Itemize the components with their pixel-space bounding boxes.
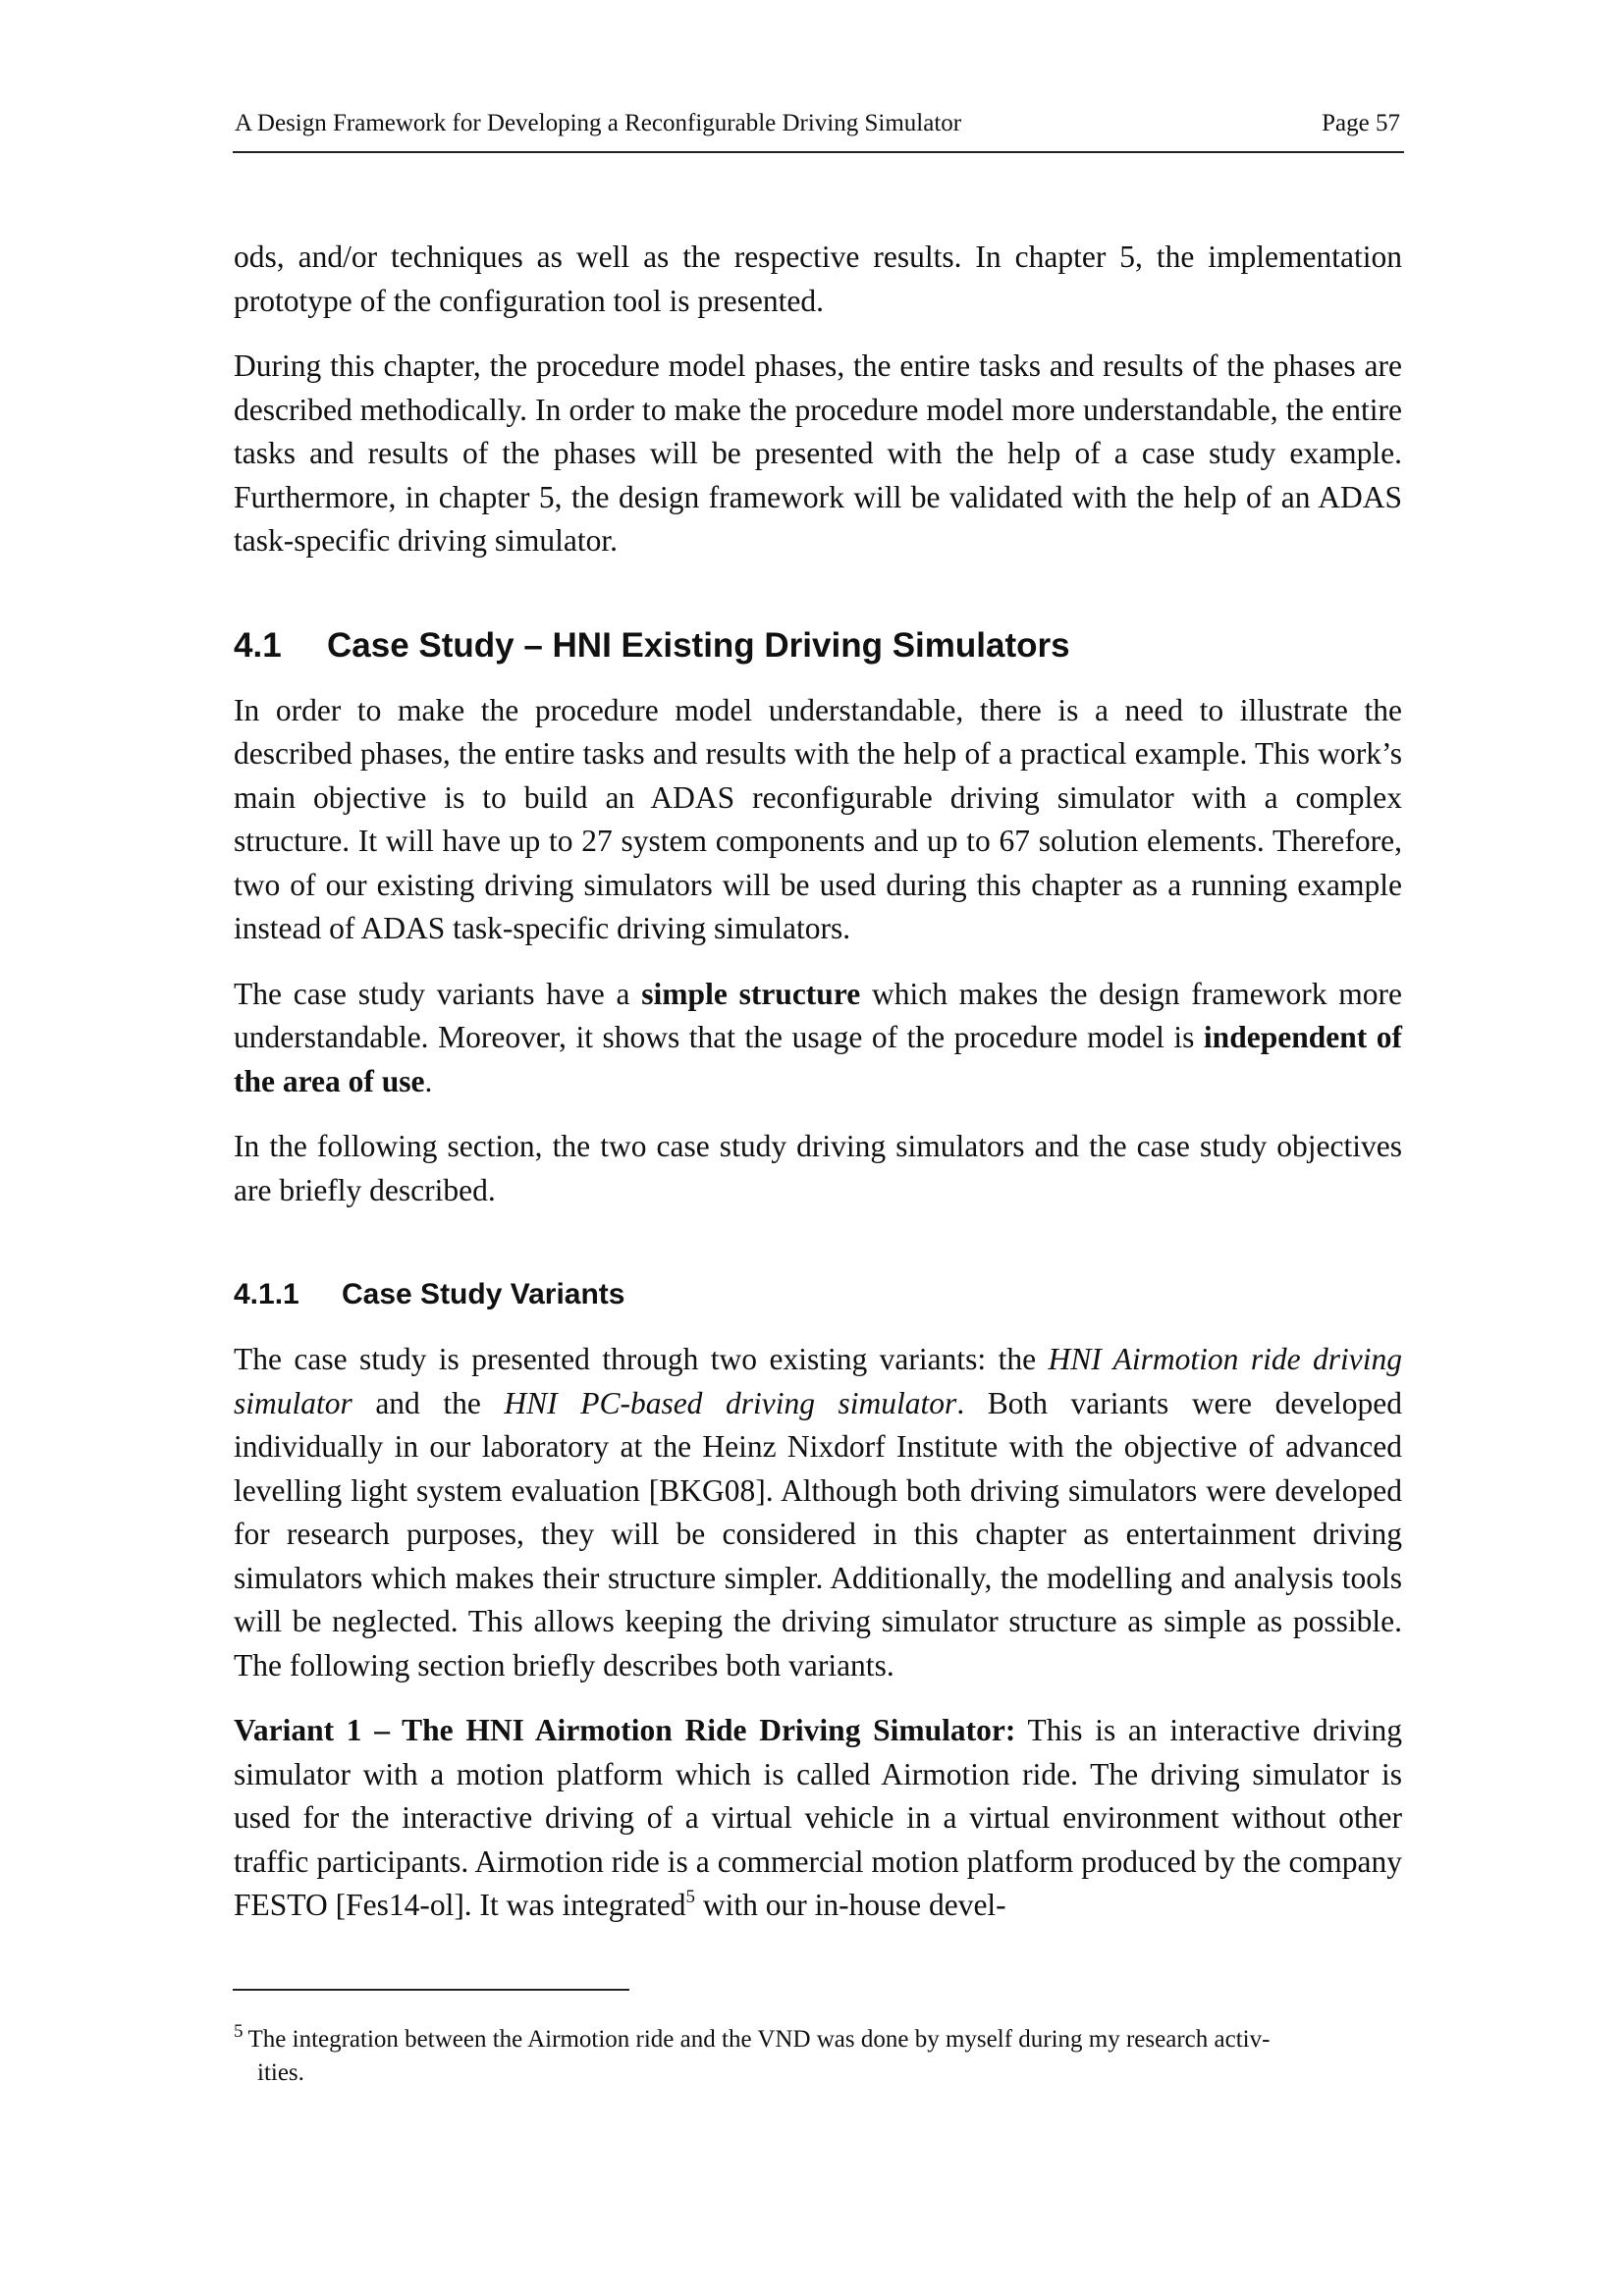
emphasis-independent: independent of the area of use	[234, 1020, 1402, 1098]
text-run: with our in-house devel-	[694, 1888, 1006, 1922]
section-heading-4-1	[234, 624, 1402, 667]
footnote-line-2: ities.	[257, 2059, 304, 2086]
section-number: 4.1	[234, 625, 282, 665]
emphasis-simple-structure: simple structure	[641, 976, 861, 1011]
text-run: . Both variants were developed individually in our laboratory at the Heinz Nixdorf Institute with the objective of advanced levelling light system evaluation [BKG08]. Although both driving simulators were developed for research purposes, they will be considered in this chapter as entertainment driving simulators which makes their structure simpler. Additionally, the modelling and analysis tools will be neglected. This allows keeping the driving simulator structure as simple as possible. The following section briefly describes both variants.	[234, 1385, 1403, 1682]
section-title: Case Study – HNI Existing Driving Simulators	[327, 625, 1070, 665]
section-4-1-paragraph-1: In order to make the procedure model understandable, there is a need to illustrate the described phases, the entire tasks and results with the help of a practical example. This work’s main objective is to build an ADAS reconfigurable driving simulator with a complex structure. It will have up to 27 system components and up to 67 solution elements. Therefore, two of our existing driving simulators will be used during this chapter as a running example instead of ADAS task-specific driving simulators.	[234, 692, 1402, 945]
subsection-number: 4.1.1	[234, 1278, 299, 1310]
text-run: The case study is presented through two existing variants: the	[234, 1342, 1049, 1376]
footnote-text: The integration between the Airmotion ride and the VND was done by myself during my research activ-	[247, 2026, 1271, 2053]
text-run: .	[424, 1063, 433, 1098]
footnote-line-1	[234, 2021, 1402, 2057]
footnote	[234, 2021, 1402, 2089]
text-run: which makes the design framework more understandable. Moreover, it shows that the usage of the procedure model is	[234, 976, 1402, 1054]
variant-1-label: Variant 1 – The HNI Airmotion Ride Driving Simulator:	[234, 1713, 1016, 1747]
intro-paragraph-1: ods, and/or techniques as well as the respective results. In chapter 5, the implementation prototype of the configuration tool is presented.	[234, 240, 1402, 318]
subsection-paragraph-1	[234, 1338, 1402, 1687]
text-run: This is an interactive driving simulator with a motion platform which is called Airmotion ride. The driving simulator is used for the interactive driving of a virtual vehicle in a virtual environment without other traffic participants. Airmotion ride is a commercial motion platform produced by the company FESTO [Fes14-ol]. It was integrated	[234, 1713, 1402, 1922]
italic-variant-airmotion: HNI Airmotion ride driving simulator	[234, 1342, 1402, 1420]
text-run: The case study variants have a	[234, 976, 642, 1011]
page-body	[234, 236, 1402, 1949]
running-title: A Design Framework for Developing a Reconfigurable Driving Simulator	[235, 110, 962, 136]
page-header	[233, 108, 1404, 153]
section-4-1-paragraph-2	[234, 973, 1402, 1104]
subsection-paragraph-2	[234, 1709, 1402, 1928]
footnote-separator	[233, 1989, 629, 1991]
subsection-title: Case Study Variants	[342, 1278, 625, 1310]
subsection-heading-4-1-1	[234, 1273, 1402, 1316]
section-4-1-paragraph-3: In the following section, the two case study driving simulators and the case study objectives are briefly described.	[234, 1129, 1402, 1207]
page-number: Page 57	[1322, 110, 1400, 136]
footnote-mark: 5	[234, 2021, 244, 2042]
footnote-reference: 5	[685, 1886, 695, 1907]
italic-variant-pc: HNI PC-based driving simulator	[504, 1385, 957, 1420]
intro-paragraph-2: During this chapter, the procedure model phases, the entire tasks and results of the phases are described methodically. In order to make the procedure model more understandable, the entire tasks and results of the phases will be presented with the help of a case study example. Furthermore, in chapter 5, the design framework will be validated with the help of an ADAS task-specific driving simulator.	[234, 348, 1402, 558]
text-run: and the	[352, 1385, 505, 1420]
